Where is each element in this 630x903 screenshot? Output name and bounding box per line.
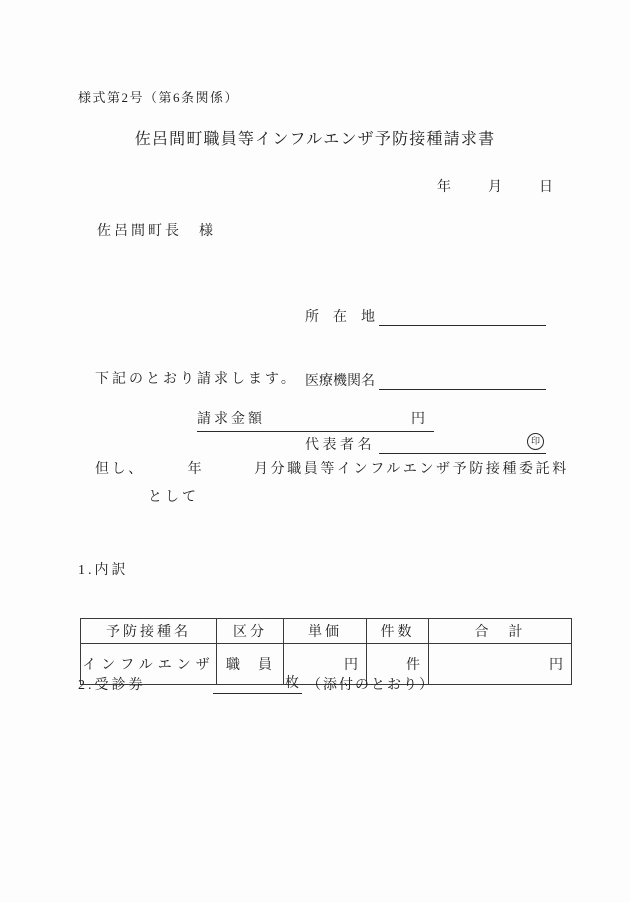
field-row-institution [305,368,546,390]
addressee-line: 佐呂間町長 様 [97,224,216,239]
cell-count: 件 [367,644,429,685]
institution-name-label: 医療機関名 [305,374,375,389]
voucher-note: （添付のとおり） [307,678,435,693]
claim-amount-label: 請求金額 [197,412,265,427]
header-vaccination-name: 予防接種名 [81,619,217,644]
field-row-representative [305,432,546,454]
cell-vaccination-name: インフルエンザ [81,644,217,685]
representative-name-blank-field [379,432,546,454]
form-number: 様式第2号（第6条関係） [78,90,240,105]
location-blank-field [379,304,546,326]
claim-statement: 下記のとおり請求します。 [95,372,298,387]
claim-amount-line [197,408,434,432]
header-total: 合 計 [429,619,572,644]
seal-mark: 印 [527,433,544,450]
voucher-line [78,672,435,694]
page-title: 佐呂間町職員等インフルエンザ予防接種請求書 [134,131,496,148]
proviso-line-1: 但し、 年 月分職員等インフルエンザ予防接種委託料 [95,462,569,477]
field-row-location [305,304,546,326]
date-line: 年 月 日 [437,180,556,195]
representative-name-label: 代 表 者 名 [305,438,372,453]
header-count: 件数 [367,619,429,644]
breakdown-table [80,582,572,721]
header-category: 区分 [217,619,284,644]
breakdown-heading: 1.内訳 [78,563,129,578]
voucher-heading: 2.受診券 [78,678,146,693]
location-label: 所 在 地 [305,310,375,325]
voucher-count-blank-field: 枚 [213,672,302,694]
table-header-row [81,619,572,644]
claim-amount-unit: 円 [411,412,428,427]
cell-total: 円 [429,644,572,685]
cell-unit-price: 円 [284,644,367,685]
proviso-line-2: として [148,490,199,505]
institution-name-blank-field [379,368,546,390]
header-unit-price: 単価 [284,619,367,644]
cell-category: 職 員 [217,644,284,685]
